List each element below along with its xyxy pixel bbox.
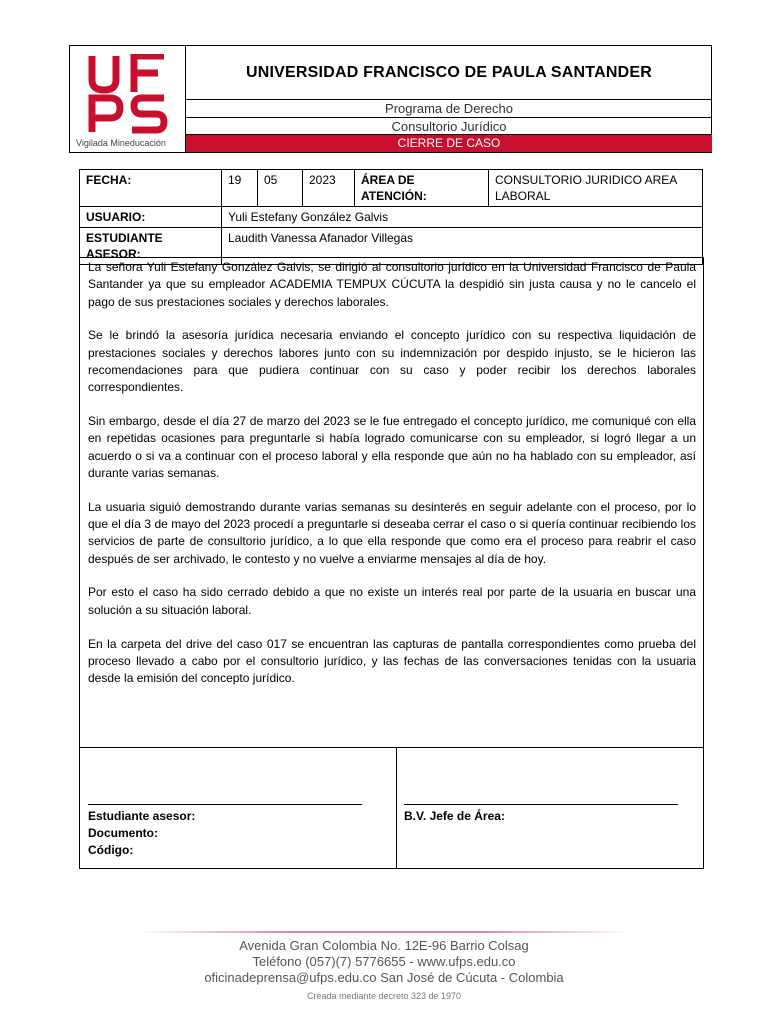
area-head-signature-block — [404, 804, 694, 825]
case-narrative — [88, 258, 696, 704]
paragraph: Por esto el caso ha sido cerrado debido a que no existe un interés real por parte de la usuaria en buscar una solución a su situación laboral. — [88, 585, 696, 617]
paragraph: Se le brindó la asesoría jurídica necesaria enviando el concepto jurídico con su respectiva liquidación de prestaciones sociales y derechos labores junto con su indemnización por despido injusto, se le hicieron las recomendaciones para que pudiera continuar con su caso y poder recibir los derechos laborales correspondientes. — [88, 328, 696, 395]
paragraph: La usuaria siguió demostrando durante varias semanas su desinterés en seguir adelante con el proceso, por lo que el día 3 de mayo del 2023 procedí a preguntarle si deseaba cerrar el caso o si quería continuar recibiendo los servicios de parte de consultorio jurídico, a lo que ella responde que como era el proceso para reabrir el caso después de ser archivado, le contesto y no vuelve a enviarme mensajes al día de hoy. — [88, 499, 696, 566]
footer-address: Avenida Gran Colombia No. 12E-96 Barrio Colsag — [239, 938, 529, 953]
signature-line — [88, 804, 362, 805]
paragraph: Sin embargo, desde el día 27 de marzo del 2023 se le fue entregado el concepto jurídico, me comuniqué con ella en repetidas ocasiones para preguntarle si había logrado comunicarse con su empleador, si logró llegar a un acuerdo o si va a continuar con el proceso laboral y ella responde que aún no ha hablado con su empleador, así durante varias semanas. — [88, 414, 696, 480]
program-name: Programa de Derecho — [186, 100, 712, 118]
case-body — [79, 257, 704, 869]
date-year: 2023 — [303, 170, 355, 207]
user-label: USUARIO: — [80, 207, 222, 228]
footer-decree: Creada mediante decreto 323 de 1970 — [306, 991, 462, 1001]
logo-cell — [70, 46, 186, 152]
signature-area — [80, 747, 703, 869]
date-label: FECHA: — [80, 170, 222, 207]
document-label: Documento: — [88, 826, 158, 840]
date-day: 19 — [222, 170, 258, 207]
area-head-label: B.V. Jefe de Área: — [404, 809, 505, 823]
user-value: Yuli Estefany González Galvis — [222, 207, 703, 228]
document-type-banner: CIERRE DE CASO — [186, 135, 712, 152]
table-row — [80, 207, 703, 228]
office-name: Consultorio Jurídico — [186, 118, 712, 135]
university-title: UNIVERSIDAD FRANCISCO DE PAULA SANTANDER — [186, 46, 712, 100]
signature-divider — [396, 748, 397, 869]
student-signature-block — [88, 804, 378, 859]
paragraph: La señora Yuli Estefany González Galvis, se dirigió al consultorio jurídico en la Universidad Francisco de Paula Santander ya que su empleador ACADEMIA TEMPUX CÚCUTA la despidió sin justa causa y no le cancelo el pago de sus prestaciones sociales y derechos laborales. — [88, 260, 696, 309]
area-value: CONSULTORIO JURIDICO AREA LABORAL — [489, 170, 703, 207]
signature-line — [404, 804, 678, 805]
table-row — [80, 170, 703, 207]
student-advisor-label: Estudiante asesor: — [88, 809, 196, 823]
paragraph: En la carpeta del drive del caso 017 se encuentran las capturas de pantalla correspondientes como prueba del proceso llevado a cabo por el consultorio jurídico, y las fechas de las conversaciones tenidas con la usuaria desde la emisión del concepto jurídico. — [88, 636, 696, 686]
advisor-label: ESTUDIANTE ASESOR: — [80, 228, 222, 265]
logo-caption: Vigilada Mineducación — [76, 138, 166, 148]
advisor-value: Laudith Vanessa Afanador Villegas — [222, 228, 703, 265]
area-label: ÁREA DE ATENCIÓN: — [355, 170, 489, 207]
page-footer — [0, 938, 768, 1004]
case-info-table — [79, 169, 703, 265]
footer-phone-web: Teléfono (057)(7) 5776655 - www.ufps.edu.co — [252, 954, 516, 969]
footer-rule — [140, 931, 630, 933]
footer-email-city: oficinadeprensa@ufps.edu.co San José de Cúcuta - Colombia — [204, 970, 564, 985]
code-label: Código: — [88, 843, 134, 857]
ufps-logo-icon — [86, 54, 168, 134]
date-month: 05 — [258, 170, 303, 207]
document-header — [69, 45, 712, 153]
